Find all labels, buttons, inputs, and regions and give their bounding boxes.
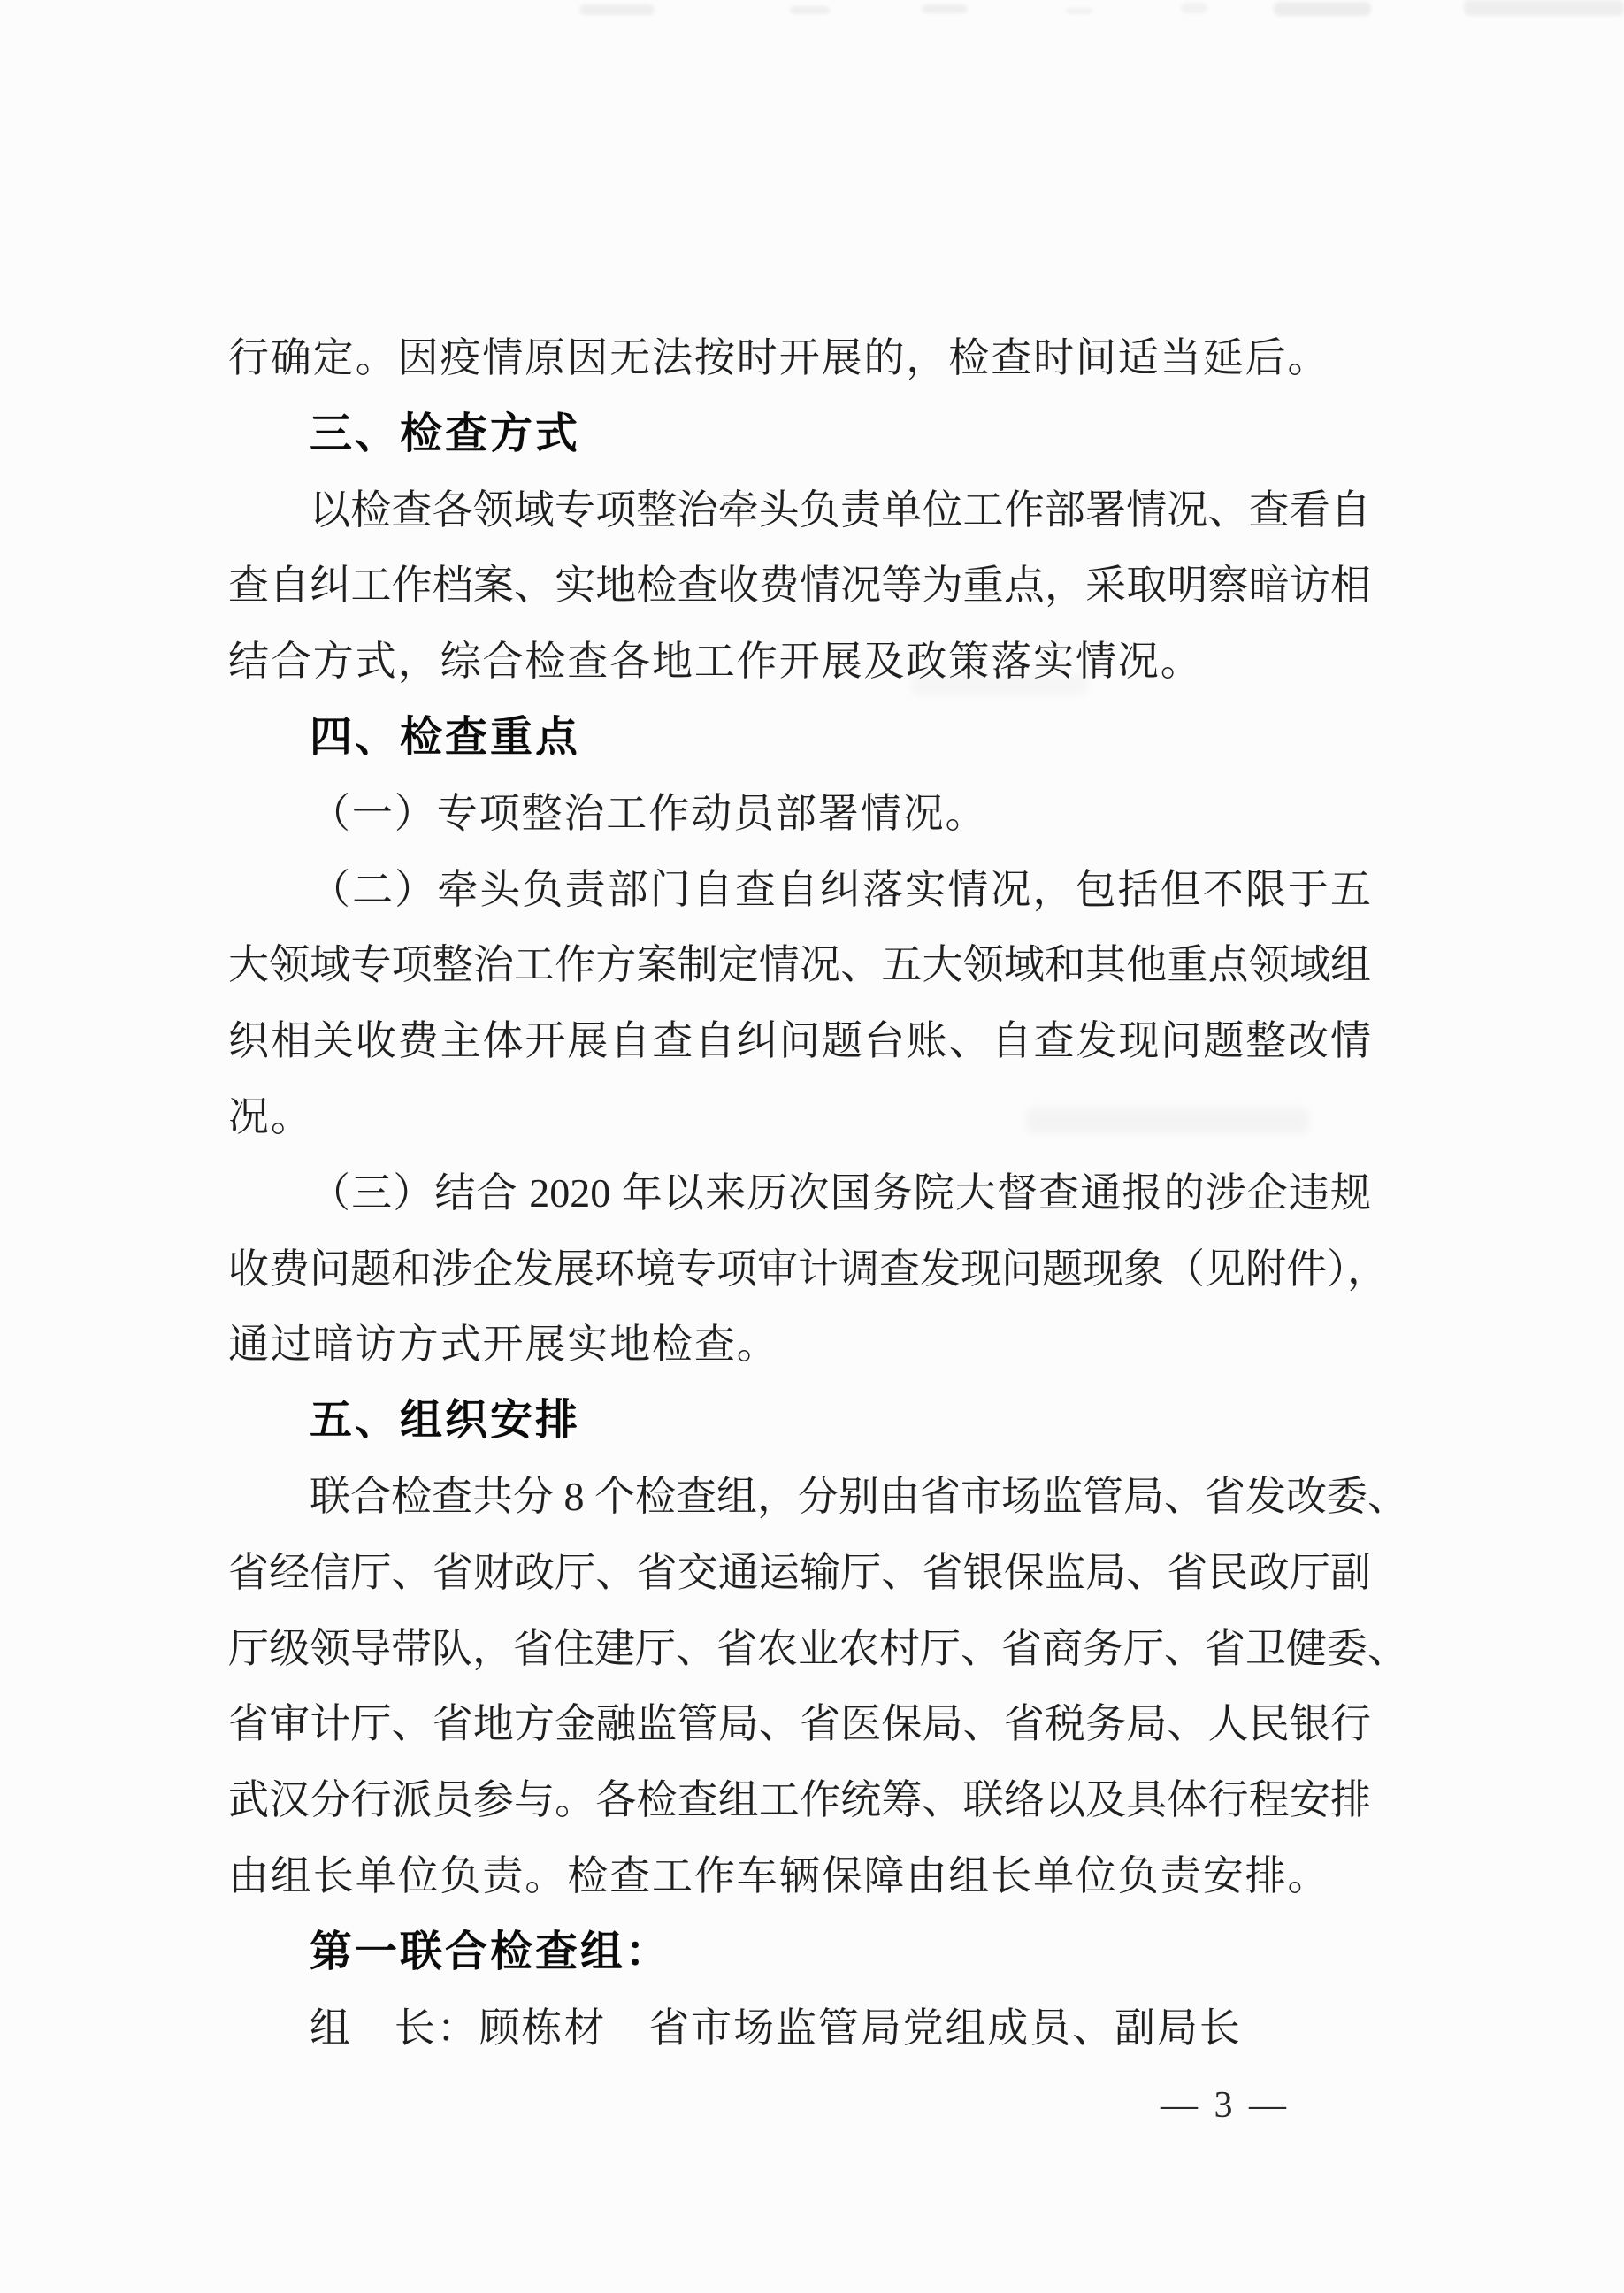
text-line: 由组长单位负责。检查工作车辆保障由组长单位负责安排。 (228, 1852, 1330, 1898)
scan-artifact (922, 4, 968, 13)
text-line: 省审计厅、省地方金融监管局、省医保局、省税务局、人民银行 (228, 1701, 1371, 1747)
text-line: 通过暗访方式开展实地检查。 (228, 1322, 779, 1368)
text-line: 省经信厅、省财政厅、省交通运输厅、省银保监局、省民政厅副 (228, 1549, 1371, 1595)
section-heading: 四、检查重点 (310, 713, 581, 761)
document-body (228, 320, 1408, 2066)
text-line: 查自纠工作档案、实地检查收费情况等为重点，采取明察暗访相 (228, 563, 1371, 609)
text-line: （三）结合 2020 年以来历次国务院大督查通报的涉企违规 (310, 1170, 1371, 1216)
section-heading: 三、检查方式 (310, 410, 581, 457)
text-line: 组 长：顾栋材 省市场监管局党组成员、副局长 (310, 2005, 1242, 2051)
text-line: 织相关收费主体开展自查自纠问题台账、自查发现问题整改情 (228, 1018, 1371, 1064)
scan-artifact (1181, 3, 1207, 13)
scan-artifact (1066, 8, 1092, 14)
text-line: 收费问题和涉企发展环境专项审计调查发现问题现象（见附件）， (228, 1246, 1388, 1292)
text-line: 结合方式，综合检查各地工作开展及政策落实情况。 (228, 639, 1203, 685)
section-heading: 五、组织安排 (310, 1397, 581, 1445)
text-line: 行确定。因疫情原因无法按时开展的，检查时间适当延后。 (228, 335, 1330, 380)
text-line: 联合检查共分 8 个检查组，分别由省市场监管局、省发改委、 (310, 1473, 1408, 1519)
section-heading: 第一联合检查组： (310, 1928, 671, 1975)
scan-artifact (579, 4, 655, 15)
text-line: 况。 (228, 1093, 313, 1139)
page-number: — 3 — (1161, 2085, 1290, 2126)
scan-artifact (1464, 0, 1624, 16)
text-line: （一）专项整治工作动员部署情况。 (310, 790, 988, 836)
text-line: 大领域专项整治工作方案制定情况、五大领域和其他重点领域组 (228, 942, 1371, 988)
text-line: 以检查各领域专项整治牵头负责单位工作部署情况、查看自 (310, 487, 1371, 533)
text-line: 武汉分行派员参与。各检查组工作统筹、联络以及具体行程安排 (228, 1777, 1371, 1823)
scan-artifact (790, 6, 830, 14)
scan-artifact (1274, 2, 1371, 16)
text-line: （二）牵头负责部门自查自纠落实情况，包括但不限于五 (310, 866, 1371, 912)
text-line: 厅级领导带队，省住建厅、省农业农村厅、省商务厅、省卫健委、 (228, 1625, 1408, 1671)
